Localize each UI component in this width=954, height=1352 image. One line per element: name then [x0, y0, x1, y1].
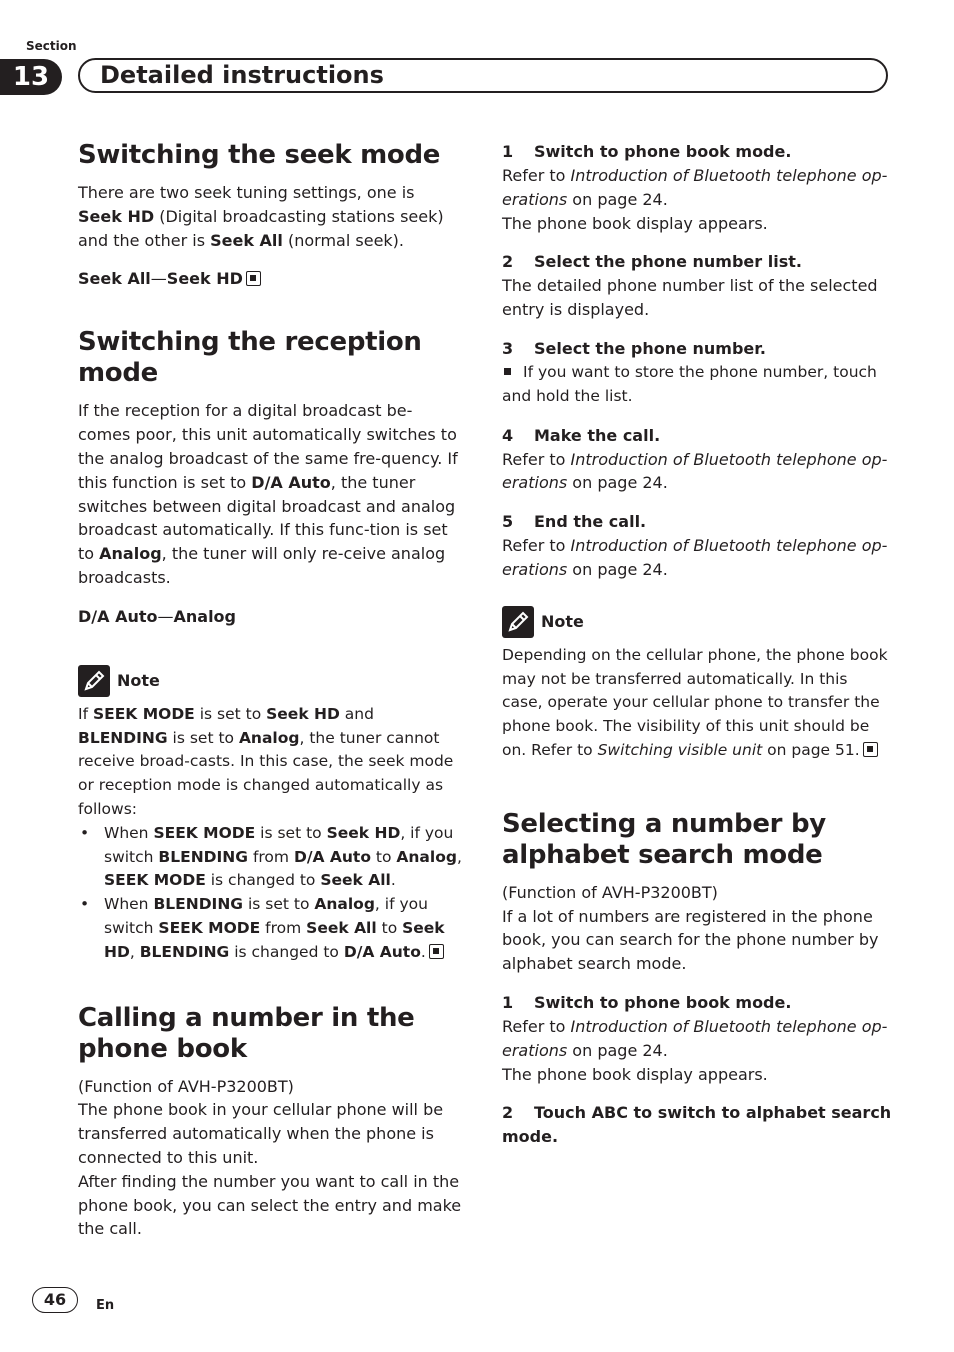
option-separator: —	[150, 269, 167, 289]
step-heading	[502, 140, 892, 164]
section-number: 13	[0, 59, 62, 95]
section-label: Section	[26, 39, 77, 53]
step-heading	[502, 991, 892, 1015]
seek-mode-body: There are two seek tuning settings, one is Seek HD (Digital broadcasting stations seek) and the other is Seek All (normal seek).	[78, 183, 444, 250]
step-number: 1	[502, 142, 514, 161]
step-heading	[502, 510, 892, 534]
step-body: Refer to Introduction of Bluetooth telephone op-erations on page 24.	[502, 166, 888, 209]
end-mark-icon	[429, 944, 444, 959]
calling-heading: Calling a number in the phone book	[78, 1002, 415, 1064]
reception-mode-body: If the reception for a digital broadcast be-comes poor, this unit automatically switches to the analog broadcast of the same fre-quency. If this function is set to D/A Auto, the tuner switches between digital broadcast and analog broadcast automatically. If this func-tion is set to Analog, the tuner will only re-ceive analog broadcasts.	[78, 401, 458, 587]
note-text-content: Depending on the cellular phone, the phone book may not be transferred automatically. In this case, operate your cellular phone to transfer the phone book. The visibility of this unit should be on. Refer to Switching visible unit on page 51.	[502, 645, 888, 759]
step-heading	[502, 1101, 892, 1149]
reception-mode-options	[78, 605, 463, 629]
right-column	[502, 140, 892, 1149]
step-title: End the call.	[534, 512, 647, 532]
note-header	[78, 665, 463, 697]
step-body: Refer to Introduction of Bluetooth telephone op-erations on page 24.	[502, 449, 888, 493]
note-header	[502, 606, 892, 638]
reception-option-b: Analog	[173, 606, 236, 626]
note-text	[502, 644, 892, 763]
end-mark-icon	[863, 742, 878, 757]
note-title: Note	[541, 612, 584, 632]
step-body: Refer to Introduction of Bluetooth telephone op-erations on page 24.	[502, 536, 888, 579]
option-separator: —	[157, 606, 174, 626]
step-title: Switch to phone book mode.	[534, 142, 792, 161]
list-item: • When SEEK MODE is set to Seek HD, if you switch BLENDING from D/A Auto to Analog, SEEK MODE is changed to Seek All.	[78, 822, 463, 893]
note-pencil-icon	[78, 665, 110, 697]
step-number: 1	[502, 992, 514, 1012]
section-title: Detailed instructions	[78, 58, 888, 93]
step-number: 3	[502, 338, 514, 358]
alphabet-heading: Selecting a number by alphabet search mode	[502, 808, 826, 870]
list-item	[78, 893, 463, 964]
alphabet-function-note: (Function of AVH-P3200BT)	[502, 882, 718, 902]
seek-mode-heading: Switching the seek mode	[78, 140, 441, 170]
step-body: The detailed phone number list of the selected entry is displayed.	[502, 276, 878, 320]
square-bullet-icon	[504, 368, 511, 375]
step-title: Select the phone number.	[534, 338, 766, 358]
language-code: En	[96, 1298, 115, 1313]
calling-para-1: The phone book in your cellular phone will be transferred automatically when the phone is connected to this unit.	[78, 1100, 444, 1167]
step-extra: The phone book display appears.	[502, 213, 768, 233]
step-title: Switch to phone book mode.	[534, 992, 792, 1012]
step-title: Select the phone number list.	[534, 252, 802, 272]
reception-mode-heading: Switching the reception mode	[78, 327, 422, 389]
seek-option-a: Seek All	[78, 269, 151, 289]
list-item-text: When BLENDING is set to Analog, if you switch SEEK MODE from Seek All to Seek HD, BLENDING is changed to D/A Auto.	[104, 895, 445, 961]
end-mark-icon	[246, 271, 261, 286]
page-number: 46	[32, 1287, 78, 1313]
step-number: 2	[502, 252, 514, 272]
seek-mode-options	[78, 267, 463, 291]
square-note-text: If you want to store the phone number, touch and hold the list.	[502, 362, 877, 405]
step-number: 5	[502, 512, 514, 532]
reception-option-a: D/A Auto	[78, 606, 158, 626]
step-number: 2	[502, 1103, 514, 1123]
step-heading	[502, 250, 892, 274]
reception-note	[78, 665, 463, 965]
step-extra: The phone book display appears.	[502, 1064, 768, 1084]
note-pencil-icon	[502, 606, 534, 638]
step-square-note	[502, 361, 892, 409]
calling-note	[502, 606, 892, 763]
note-text: If SEEK MODE is set to Seek HD and BLENDING is set to Analog, the tuner cannot receive broad-casts. In this case, the seek mode or reception mode is changed automatically as follows:	[78, 704, 454, 818]
step-heading	[502, 424, 892, 448]
calling-para-2: After finding the number you want to call in the phone book, you can select the entry and make the call.	[78, 1171, 462, 1239]
step-heading	[502, 337, 892, 361]
step-title: Make the call.	[534, 425, 661, 445]
step-number: 4	[502, 425, 514, 445]
note-bullet-list	[78, 822, 463, 965]
step-title: Touch ABC to switch to alphabet search mode.	[502, 1103, 892, 1147]
note-title: Note	[117, 671, 160, 691]
alphabet-para-1: If a lot of numbers are registered in the phone book, you can search for the phone number by alphabet search mode.	[502, 906, 879, 974]
left-column	[78, 140, 463, 1241]
seek-option-b: Seek HD	[166, 269, 243, 289]
step-body: Refer to Introduction of Bluetooth telephone op-erations on page 24.	[502, 1016, 888, 1060]
calling-function-note: (Function of AVH-P3200BT)	[78, 1076, 294, 1096]
